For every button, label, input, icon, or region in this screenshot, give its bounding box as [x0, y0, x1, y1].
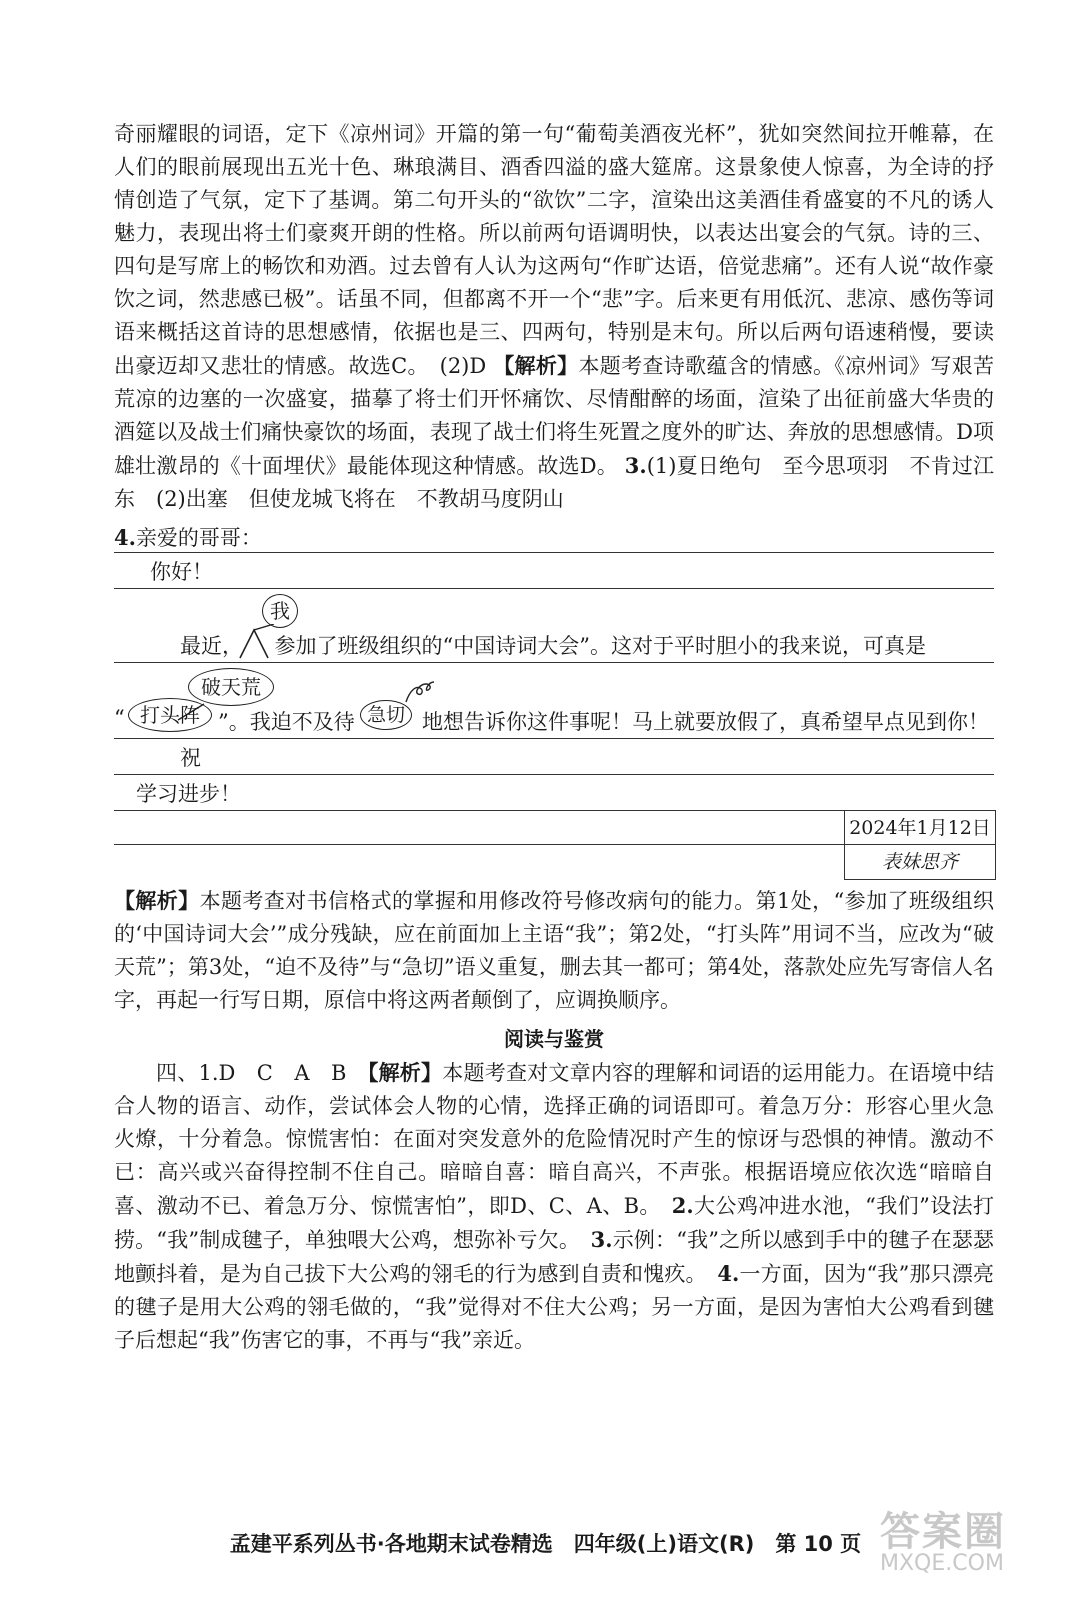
letter-rule: [114, 552, 994, 553]
replace-word-circle: 破天荒: [188, 668, 274, 706]
letter-line-2-mid: ”。我迫不及待: [218, 710, 355, 734]
letter-wish-1: 祝: [180, 746, 201, 770]
letter-rule: [114, 588, 994, 589]
letter-signature: 表妹思齐: [844, 844, 996, 880]
analysis-tag: 【解析】: [493, 353, 579, 378]
analysis-tag: 【解析】: [367, 1060, 443, 1085]
letter-analysis: 【解析】本题考查对书信格式的掌握和用修改符号修改病句的能力。第1处，“参加了班级组织的‘中国诗词大会’”成分残缺，应在前面加上主语“我”；第2处，“打头阵”用词不当，应改为“破天荒”；第3处，“迫不及待”与“急切”语义重复，删去其一都可；第4处，落款处应先写寄信人名字，再起一行写日期，原信中将这两者颠倒了，应调换顺序。: [114, 888, 995, 1012]
analysis-tag: 【解析】: [114, 888, 200, 913]
answer-paragraph-1: 奇丽耀眼的词语，定下《凉州词》开篇的第一句“葡萄美酒夜光杯”，犹如突然间拉开帷幕，在人们的眼前展现出五光十色、琳琅满目、酒香四溢的盛大筵席。这景象使人惊喜，为全诗的抒情创造了气氛，定下了基调。第二句开头的“欲饮”二字，渲染出这美酒佳肴盛宴的不凡的诱人魅力，表现出将士们豪爽开朗的性格。所以前两句语调明快，以表达出宴会的气氛。诗的三、四句是写席上的畅饮和劝酒。过去曾有人认为这两句“作旷达语，倍觉悲痛”。还有人说“故作豪饮之词，然悲感已极”。话虽不同，但都离不开一个“悲”字。后来更有用低沉、悲凉、感伤等词语来概括这首诗的思想感情，依据也是三、四两句，特别是末句。所以后两句语速稍慢，要读出豪迈却又悲壮的情感。故选C。 (2)D 【解析】本题考查诗歌蕴含的情感。《凉州词》写艰苦荒凉的边塞的一次盛宴，描摹了将士们开怀痛饮、尽情酣醉的场面，渲染了出征前盛大华贵的酒筵以及战士们痛快豪饮的场面，表现了战士们将生死置之度外的旷达、奔放的思想感情。D项雄壮激昂的《十面埋伏》最能体现这种情感。故选D。 3.(1)夏日绝句 至今思项羽 不肯过江东 (2)出塞 但使龙城飞将在 不教胡马度阴山: [114, 122, 994, 511]
watermark-logo: 答案圈 MXQE.COM: [880, 1509, 1006, 1576]
letter-wish-2: 学习进步！: [136, 782, 241, 806]
insert-mark-circle: 我: [262, 594, 298, 628]
circled-word: 打头阵: [128, 698, 212, 732]
letter-rule: [114, 774, 994, 775]
letter-block: [114, 516, 994, 873]
question-number: 3.: [624, 453, 647, 478]
section-heading: 阅读与鉴赏: [504, 1027, 604, 1051]
page-body: [114, 118, 994, 1357]
reading-answers: 四、1.D C A B 【解析】本题考查对文章内容的理解和词语的运用能力。在语境中结合人物的语言、动作，尝试体会人物的心情，选择正确的词语即可。着急万分：形容心里火急火燎，十分着急。惊慌害怕：在面对突发意外的危险情况时产生的惊讶与恐惧的神情。激动不已：高兴或兴奋得控制不住自己。暗暗自喜：暗自高兴，不声张。根据语境应依次选“暗暗自喜、激动不已、着急万分、惊慌害怕”，即D、C、A、B。 2.大公鸡冲进水池，“我们”设法打捞。“我”制成毽子，单独喂大公鸡，想弥补亏欠。 3.示例：“我”之所以感到手中的毽子在瑟瑟地颤抖着，是为自己拔下大公鸡的翎毛的行为感到自责和愧疚。 4.一方面，因为“我”那只漂亮的毽子是用大公鸡的翎毛做的，“我”觉得对不住大公鸡；另一方面，是因为害怕大公鸡看到毽子后想起“我”伤害它的事，不再与“我”亲近。: [114, 1060, 995, 1352]
letter-line-2-open: “: [114, 706, 125, 730]
delete-word-circle: 急切: [360, 700, 412, 730]
letter-line-1: 最近， 参加了班级组织的“中国诗词大会”。这对于平时胆小的我来说，可真是: [180, 634, 926, 658]
letter-greeting: 4.亲爱的哥哥：: [114, 525, 262, 550]
page-footer: 孟建平系列丛书·各地期末试卷精选 四年级(上)语文(R) 第 10 页: [229, 1532, 862, 1556]
letter-date: 2024年1月12日: [844, 810, 996, 845]
letter-line-2-end: 地想告诉你这件事呢！马上就要放假了，真希望早点见到你！: [422, 710, 989, 734]
letter-rule: [114, 738, 994, 739]
letter-hello: 你好！: [150, 560, 213, 584]
letter-rule: [114, 662, 994, 663]
delete-mark-icon: [404, 678, 438, 706]
